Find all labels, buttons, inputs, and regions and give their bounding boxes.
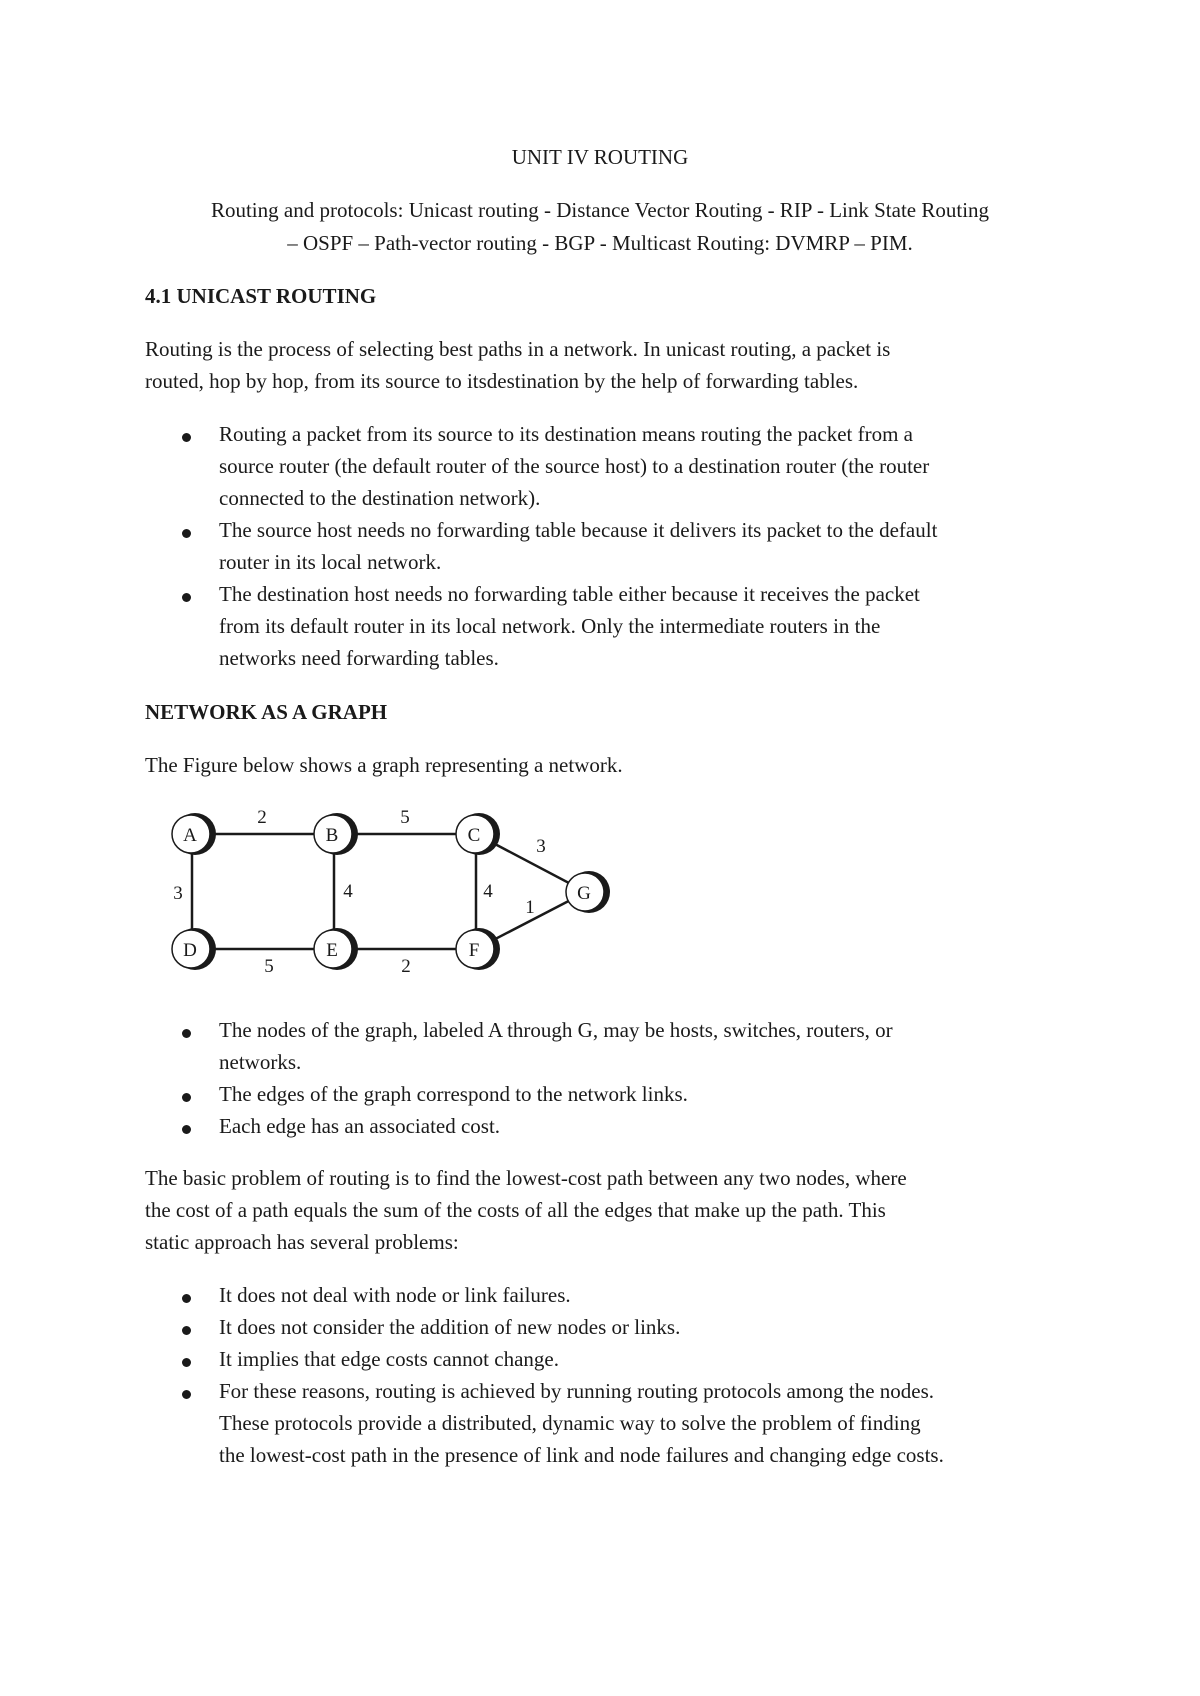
graph-node-e: [314, 928, 358, 970]
edge-cost-a-d: 3: [173, 883, 183, 904]
bullet-icon: [182, 1326, 191, 1335]
graph-heading: NETWORK AS A GRAPH: [145, 700, 388, 724]
paragraph-line: The basic problem of routing is to find the lowest-cost path between any two nodes, where: [145, 1166, 907, 1190]
node-label-g: G: [577, 883, 591, 904]
edge-cost-b-e: 4: [343, 881, 353, 902]
node-label-f: F: [468, 940, 480, 961]
edge-cost-c-f: 4: [483, 881, 493, 902]
graph-node-d: [172, 928, 216, 970]
section-heading: 4.1 UNICAST ROUTING: [145, 284, 377, 308]
node-label-a: A: [183, 825, 197, 846]
paragraph-line: static approach has several problems:: [145, 1230, 459, 1254]
figure-intro: The Figure below shows a graph representing a network.: [145, 753, 623, 777]
edge-cost-c-g: 3: [536, 836, 546, 857]
paragraph-line: routed, hop by hop, from its source to itsdestination by the help of forwarding tables.: [145, 369, 859, 393]
bullet-icon: [182, 1390, 191, 1399]
graph-node-g: [566, 871, 610, 913]
edge-cost-d-e: 5: [264, 956, 274, 977]
graph-node-a: [172, 813, 216, 855]
network-graph-figure: [150, 795, 630, 985]
bullet-icon: [182, 593, 191, 602]
bullet-icon: [182, 1358, 191, 1367]
edge-cost-b-c: 5: [400, 807, 410, 828]
bullet-icon: [182, 1029, 191, 1038]
graph-edges: [192, 834, 586, 949]
document-page: UNIT IV ROUTING Routing and protocols: Unicast routing - Distance Vector Routing - RIP - Link State Routing – OSPF – Path-vector routing - BGP - Multicast Routing: DVMRP – PIM. 4.1 UNICAST ROUTING Routing is the process of selecting best paths in a network. In unicast routing, a packet is routed, hop by hop, from its source to itsdestination by the help of forwarding tables. Routing a packet from its source to its destination means routing the packet from a source router (the default router of the source host) to a destination router (the router connected to the destination network). The source host needs no forwarding table because it delivers its packet to the default router in its local network. The destination host needs no forwarding table either because it receives the packet from its default router in its local network. Only the intermediate routers in the networks need forwarding tables. NETWORK AS A GRAPH The Figure below shows a graph representing a network. A B C D E F G 2 5 3 4 4 3 1 5 2 The nodes of the graph, labeled A through G, may be hosts, switches, routers, or networks. The edges of the graph correspond to the network links. Each edge has an associated cost. The basic problem of routing is to find the lowest-cost path between any two nodes, where the cost of a path equals the sum of the costs of all the edges that make up the path. This static approach has several problems: It does not deal with node or link failures. It does not consider the addition of new nodes or links. It implies that edge costs cannot change. For these reasons, routing is achieved by running routing protocols among the nodes. These protocols provide a distributed, dynamic way to solve the problem of finding the lowest-cost path in the presence of link and node failures and changing edge costs.: [0, 0, 1200, 1696]
bullet-icon: [182, 1125, 191, 1134]
paragraph-line: the cost of a path equals the sum of the costs of all the edges that make up the path. This: [145, 1198, 886, 1222]
bullet-icon: [182, 529, 191, 538]
graph-node-b: [314, 813, 358, 855]
node-label-e: E: [326, 940, 338, 961]
edge-cost-e-f: 2: [401, 956, 411, 977]
intro-line-2: – OSPF – Path-vector routing - BGP - Multicast Routing: DVMRP – PIM.: [287, 231, 913, 255]
node-label-d: D: [183, 940, 197, 961]
graph-node-c: [456, 813, 500, 855]
bullet-icon: [182, 1093, 191, 1102]
page-title: UNIT IV ROUTING: [511, 145, 689, 169]
edge-cost-a-b: 2: [257, 807, 267, 828]
paragraph-line: Routing is the process of selecting best paths in a network. In unicast routing, a packet is: [145, 337, 891, 361]
bullet-icon: [182, 1294, 191, 1303]
intro-line-1: Routing and protocols: Unicast routing - Distance Vector Routing - RIP - Link State Routing: [210, 198, 990, 222]
graph-node-f: [456, 928, 500, 970]
node-label-c: C: [467, 825, 481, 846]
edge-cost-f-g: 1: [525, 897, 535, 918]
bullet-icon: [182, 433, 191, 442]
node-label-b: B: [325, 825, 339, 846]
